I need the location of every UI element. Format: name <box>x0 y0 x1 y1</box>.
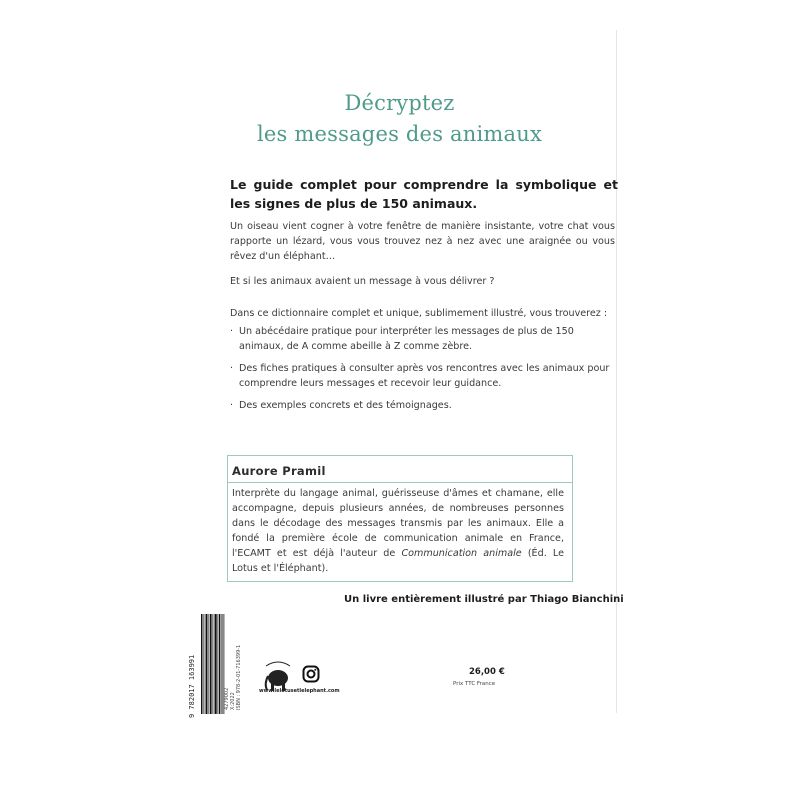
list-item-text: Un abécédaire pratique pour interpréter les messages de plus de 150 animaux, de A comme abeille à Z comme zèbre. <box>239 326 574 352</box>
price-note: Prix TTC France <box>453 681 496 687</box>
isbn-line: ISBN : 978-2-01-716399-1 <box>236 644 242 710</box>
instagram-icon[interactable] <box>302 665 320 683</box>
isbn-line: 4279002 <box>224 687 230 710</box>
list-item <box>230 324 615 354</box>
isbn-line: X:2022 <box>230 692 236 710</box>
publisher-website[interactable]: www.lelotusetlelephant.com <box>259 688 340 694</box>
subtitle: Le guide complet pour comprendre la symbolique et les signes de plus de 150 animaux. <box>230 177 618 211</box>
bullet-marker: · <box>230 363 234 374</box>
book-back-cover <box>183 30 624 718</box>
list-item-text: Des fiches pratiques à consulter après vos rencontres avec les animaux pour comprendre leurs messages et recevoir leur guidance. <box>239 363 610 389</box>
list-item <box>230 361 615 391</box>
intro-paragraph-3: Dans ce dictionnaire complet et unique, sublimement illustré, vous trouverez : <box>230 308 608 319</box>
author-bio-end: (Éd. Le Lotus et l'Éléphant). <box>232 548 564 574</box>
price: 26,00 € <box>469 667 505 677</box>
title-line-2: les messages des animaux <box>256 122 543 146</box>
isbn-block <box>224 620 242 710</box>
feature-list <box>230 324 615 420</box>
title-line-1: Décryptez <box>344 91 455 115</box>
bullet-marker: · <box>230 400 234 411</box>
barcode-digits: 9 782017 163991 <box>188 654 196 718</box>
intro-paragraph-2: Et si les animaux avaient un message à vous délivrer ? <box>230 276 495 287</box>
list-item <box>230 398 615 413</box>
author-name: Aurore Pramil <box>232 464 326 478</box>
author-bio-main: Interprète du langage animal, guérisseuse d'âmes et chamane, elle accompagne, depuis plusieurs années, de nombreuses personnes dans le décodage des messages transmis par les animaux. Elle a fondé la première école de communication animale en France, l'ECAMT et est déjà l'auteur de <box>232 488 564 559</box>
book-title <box>183 88 616 150</box>
author-bio-book-title: Communication animale <box>401 548 522 559</box>
author-box <box>227 455 573 582</box>
intro-paragraph-1: Un oiseau vient cogner à votre fenêtre de manière insistante, votre chat vous rapporte un lézard, vous vous trouvez nez à nez avec une araignée ou vous rêvez d'un éléphant… <box>230 221 615 262</box>
illustrator-credit: Un livre entièrement illustré par Thiago Bianchini <box>344 594 624 605</box>
divider <box>228 482 572 483</box>
list-item-text: Des exemples concrets et des témoignages. <box>239 400 452 411</box>
bullet-marker: · <box>230 326 234 337</box>
author-bio <box>232 486 564 576</box>
